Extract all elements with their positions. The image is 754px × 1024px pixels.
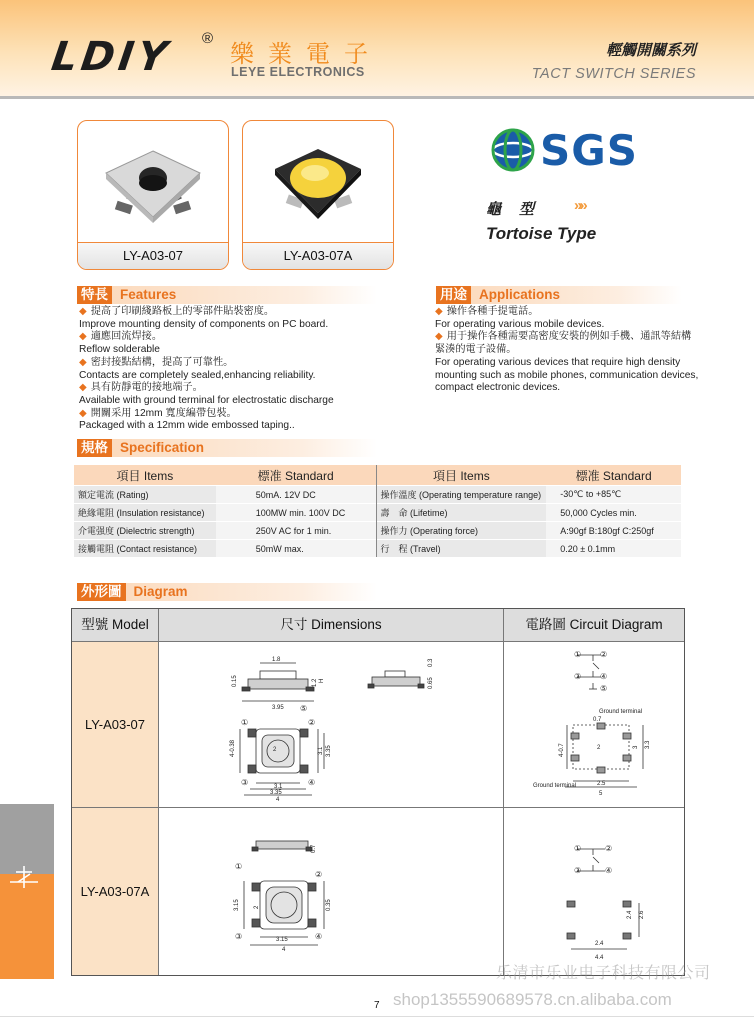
dim-label: 3.1	[318, 746, 324, 755]
dim-label: 5	[599, 791, 603, 797]
diagram-col-circuit: 電路圖 Circuit Diagram	[525, 617, 663, 632]
sgs-logo-text: SGS	[540, 126, 638, 175]
bullet-diamond-icon: ◆	[79, 382, 87, 394]
spec-header-row	[74, 465, 681, 486]
header-divider	[0, 96, 754, 99]
applications-heading-en: Applications	[479, 287, 561, 302]
feature-en-3: Contacts are completely sealed,enhancing reliability.	[79, 369, 316, 381]
terminal-number: ②	[308, 718, 316, 727]
terminal-number: ④	[308, 778, 316, 787]
spec-item: 額定電流 (Rating)	[74, 486, 216, 504]
application-en-1: For operating various mobile devices.	[435, 318, 605, 330]
spec-col-standard-left: 標准 Standard	[216, 465, 376, 486]
diagram-model-1: LY-A03-07	[72, 642, 158, 807]
dim-label: 3.35	[270, 790, 282, 796]
dimension-drawing-2	[160, 809, 502, 974]
spec-item: 接觸電阻 (Contact resistance)	[74, 540, 216, 558]
diagram-model-2: LY-A03-07A	[72, 808, 158, 975]
spec-table	[74, 465, 681, 557]
terminal-number: ④	[600, 672, 608, 681]
dim-label: 3.95	[272, 705, 284, 711]
bullet-diamond-icon: ◆	[79, 306, 87, 317]
spec-value: 250V AC for 1 min.	[216, 522, 376, 540]
dim-label: 4	[276, 797, 280, 803]
spec-col-standard-right: 標准 Standard	[546, 465, 681, 486]
terminal-number: ①	[241, 718, 249, 727]
switch-photo-black	[78, 121, 228, 243]
dim-label: 2.6	[639, 910, 645, 919]
dim-label: 4-0.7	[559, 743, 565, 757]
spec-heading	[77, 439, 377, 457]
diagram-divider	[158, 609, 159, 975]
watermark-company: 乐清市乐业电子科技有限公司	[496, 965, 711, 982]
ground-terminal-label-top: Ground terminal	[599, 709, 643, 715]
product-photo-card-2	[242, 120, 394, 270]
diagram-col-dimensions: 尺寸 Dimensions	[280, 617, 382, 632]
spec-row	[74, 540, 681, 558]
dimension-drawing-1	[160, 643, 502, 806]
dim-label: 4	[282, 947, 286, 953]
circuit-diagram-1	[505, 643, 683, 806]
product-caption-2: LY-A03-07A	[243, 242, 393, 269]
product-photo-card-1	[77, 120, 229, 270]
spec-value: 100MW min. 100V DC	[216, 504, 376, 522]
application-cn-2a: 用于操作各種需要高密度安裝的例如手機、通訊等結構	[446, 331, 692, 343]
bullet-diamond-icon: ◆	[79, 407, 87, 419]
feature-cn-2: 適應回流焊接。	[90, 331, 163, 343]
features-heading	[77, 286, 377, 304]
diagram-heading	[77, 583, 377, 601]
dim-label: 1.2	[312, 678, 318, 687]
application-en-2b: mounting such as mobile phones, communication devices,	[435, 369, 699, 381]
switch-symbol-icon	[8, 864, 40, 890]
terminal-number: ②	[600, 650, 608, 659]
product-caption-1: LY-A03-07	[78, 242, 228, 269]
sgs-globe-icon	[486, 128, 540, 172]
terminal-number: ③	[241, 778, 249, 787]
dim-label: 1.8	[272, 657, 281, 663]
spec-item: 壽 命 (Lifetime)	[376, 504, 546, 522]
terminal-number: ⑤	[300, 704, 308, 713]
feature-en-1: Improve mounting density of components on PC board.	[79, 318, 329, 330]
page-number: 7	[374, 1000, 380, 1011]
dim-label: 2.5	[597, 781, 606, 787]
brand-logo: LDIY	[48, 34, 174, 80]
company-name-cn: 樂業電子	[230, 40, 382, 68]
dim-label: 4-0.38	[230, 739, 236, 757]
dim-label: 3.35	[326, 745, 332, 757]
bullet-diamond-icon: ◆	[435, 331, 443, 343]
dim-label: 0.15	[232, 675, 238, 687]
dim-label: 3.15	[276, 937, 288, 943]
dim-label: 0.3	[428, 658, 434, 667]
spec-item: 行 程 (Travel)	[376, 540, 546, 558]
applications-heading	[436, 286, 682, 304]
type-label-cn: 龜型	[486, 201, 553, 218]
series-title-en: TACT SWITCH SERIES	[531, 66, 696, 82]
spec-heading-cn: 規格	[77, 439, 112, 457]
bullet-diamond-icon: ◆	[79, 356, 87, 368]
terminal-number: ⑤	[600, 684, 608, 693]
terminal-number: ③	[574, 866, 582, 875]
application-cn-1: 操作各種手提電話。	[446, 306, 539, 317]
dim-label: 0.7	[311, 844, 317, 853]
dim-label: 3.1	[274, 784, 283, 790]
feature-en-5: Packaged with a 12mm wide embossed taping..	[79, 420, 295, 432]
spec-value: -30℃ to +85℃	[546, 486, 681, 504]
spec-value: A:90gf B:180gf C:250gf	[546, 522, 681, 540]
terminal-number: ①	[574, 844, 582, 853]
feature-cn-4: 具有防靜電的接地端子。	[90, 382, 203, 394]
type-label-en: Tortoise Type	[486, 224, 597, 243]
ground-terminal-label-bottom: Ground terminal	[533, 783, 577, 789]
spec-row	[74, 504, 681, 522]
watermark-shop-url: shop1355590689578.cn.alibaba.com	[393, 990, 672, 1009]
spec-col-items-right: 項目 Items	[376, 465, 546, 486]
features-heading-cn: 特長	[77, 286, 112, 304]
diagram-divider	[503, 609, 504, 975]
dim-label: 3	[633, 745, 639, 749]
feature-en-2: Reflow solderable	[79, 344, 160, 356]
applications-heading-cn: 用途	[436, 286, 471, 304]
spec-item: 操作力 (Operating force)	[376, 522, 546, 540]
spec-item: 操作溫度 (Operating temperature range)	[376, 486, 546, 504]
feature-en-4: Available with ground terminal for electrostatic discharge	[79, 394, 334, 406]
diagram-heading-en: Diagram	[133, 584, 188, 599]
dim-label: 2	[254, 905, 260, 909]
chevron-arrows-icon: »»	[574, 197, 585, 214]
spec-value: 0.20 ± 0.1mm	[546, 540, 681, 558]
feature-cn-5: 開關采用 12mm 寬度編帶包裝。	[90, 407, 237, 419]
dim-label: 0.7	[593, 717, 602, 723]
spec-heading-en: Specification	[120, 440, 205, 455]
dim-label: 2.4	[595, 941, 604, 947]
dim-label: 2.4	[627, 910, 633, 919]
terminal-number: ①	[235, 862, 243, 871]
dim-label: 2	[597, 745, 601, 751]
applications-list	[435, 306, 698, 395]
dim-label: H	[319, 678, 325, 683]
dim-label: 2	[273, 747, 277, 753]
dim-label: 4.4	[595, 955, 604, 961]
spec-col-items-left: 項目 Items	[74, 465, 216, 486]
dim-label: 3.15	[234, 899, 240, 911]
bullet-diamond-icon: ◆	[79, 331, 87, 343]
dim-label: 3.3	[645, 740, 651, 749]
diagram-col-model: 型號 Model	[81, 617, 149, 632]
spec-item: 介電强度 (Dielectric strength)	[74, 522, 216, 540]
feature-cn-3: 密封接點結構，提高了可靠性。	[90, 356, 234, 368]
terminal-number: ①	[574, 650, 582, 659]
features-heading-en: Features	[120, 287, 177, 302]
feature-cn-1: 提高了印刷綫路板上的零部件貼裝密度。	[90, 306, 275, 317]
company-name-en: LEYE ELECTRONICS	[231, 65, 365, 79]
application-en-2a: For operating various devices that require high density	[435, 356, 681, 368]
application-cn-2b: 緊湊的電子設備。	[435, 344, 517, 356]
terminal-number: ②	[315, 870, 323, 879]
spec-value: 50mW max.	[216, 540, 376, 558]
dim-label: 0.65	[428, 677, 434, 689]
terminal-number: ④	[605, 866, 613, 875]
diagram-table	[71, 608, 685, 976]
series-title-cn: 輕觸開關系列	[605, 42, 696, 59]
application-en-2c: compact electronic devices.	[435, 382, 561, 394]
dim-label: 0.35	[326, 899, 332, 911]
features-list	[79, 306, 334, 433]
terminal-number: ②	[605, 844, 613, 853]
spec-item: 絶緣電阻 (Insulation resistance)	[74, 504, 216, 522]
terminal-number: ④	[315, 932, 323, 941]
spec-row	[74, 522, 681, 540]
terminal-number: ③	[235, 932, 243, 941]
spec-row	[74, 486, 681, 504]
diagram-heading-cn: 外形圖	[77, 583, 126, 601]
terminal-number: ③	[574, 672, 582, 681]
diagram-divider	[72, 807, 684, 808]
bullet-diamond-icon: ◆	[435, 306, 443, 317]
switch-photo-yellow	[243, 121, 393, 243]
spec-value: 50,000 Cycles min.	[546, 504, 681, 522]
footer-line	[0, 1016, 754, 1017]
spec-value: 50mA. 12V DC	[216, 486, 376, 504]
registered-mark: ®	[202, 30, 214, 47]
circuit-diagram-2	[505, 809, 683, 974]
